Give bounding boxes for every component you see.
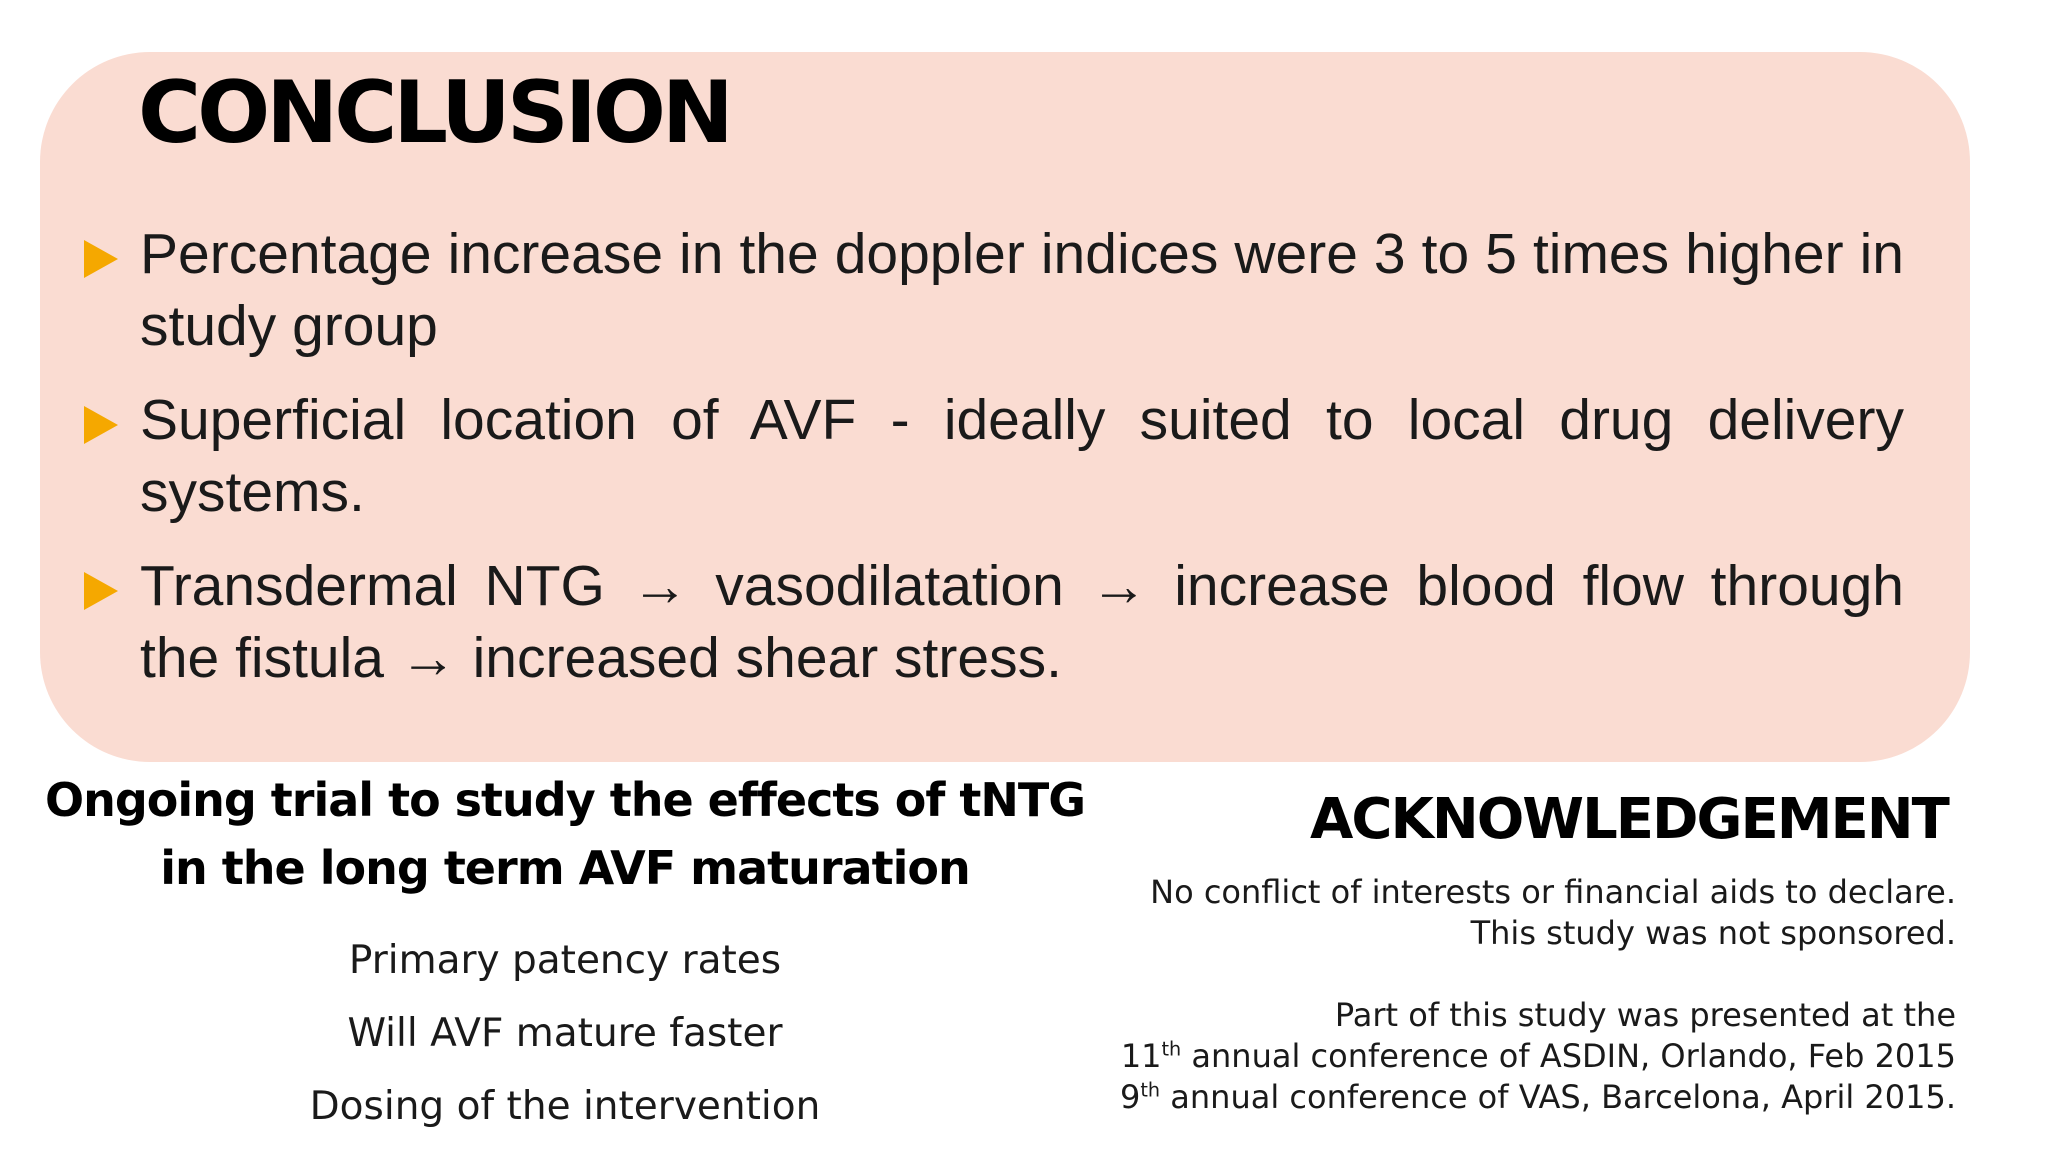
bullet-text: Superficial location of AVF - ideally suited to local drug delivery systems. bbox=[140, 388, 1904, 524]
ongoing-trial-list bbox=[40, 924, 1090, 1143]
ordinal-suffix: th bbox=[1161, 1037, 1182, 1061]
conclusion-bullet bbox=[84, 384, 1904, 528]
acknowledgement-line: This study was not sponsored. bbox=[1470, 914, 1956, 952]
presentation-note bbox=[1056, 995, 1956, 1118]
triangle-bullet-icon bbox=[84, 240, 118, 278]
ongoing-trial-title: Ongoing trial to study the effects of tNTG in the long term AVF maturation bbox=[44, 773, 1086, 895]
conclusion-title: CONCLUSION bbox=[138, 63, 730, 163]
ordinal-number: 9 bbox=[1120, 1078, 1141, 1116]
acknowledgement-line: No conflict of interests or financial aids to declare. bbox=[1150, 873, 1956, 911]
triangle-bullet-icon bbox=[84, 406, 118, 444]
ongoing-trial-section bbox=[40, 766, 1090, 1143]
conclusion-bullet bbox=[84, 218, 1904, 362]
ongoing-trial-item: Will AVF mature faster bbox=[347, 1011, 783, 1056]
conference-detail: annual conference of VAS, Barcelona, April 2015. bbox=[1160, 1078, 1956, 1116]
conclusion-bullet-list bbox=[84, 218, 1904, 716]
acknowledgement-title: ACKNOWLEDGEMENT bbox=[1310, 787, 1948, 852]
ongoing-trial-item: Primary patency rates bbox=[348, 938, 782, 983]
ordinal-number: 11 bbox=[1120, 1037, 1162, 1075]
bullet-text: Transdermal NTG → vasodilatation → increase blood flow through the fistula → increased shear stress. bbox=[140, 554, 1904, 690]
presentation-conference-vas bbox=[1056, 1077, 1956, 1118]
conference-detail: annual conference of ASDIN, Orlando, Feb 2015 bbox=[1181, 1037, 1956, 1075]
presentation-intro: Part of this study was presented at the bbox=[1334, 996, 1956, 1034]
acknowledgement-disclosure bbox=[1056, 872, 1956, 954]
triangle-bullet-icon bbox=[84, 572, 118, 610]
ordinal-suffix: th bbox=[1140, 1078, 1161, 1102]
conclusion-bullet bbox=[84, 550, 1904, 694]
bullet-text: Percentage increase in the doppler indices were 3 to 5 times higher in study group bbox=[140, 222, 1904, 358]
presentation-conference-asdin bbox=[1056, 1036, 1956, 1077]
ongoing-trial-item: Dosing of the intervention bbox=[309, 1084, 821, 1129]
